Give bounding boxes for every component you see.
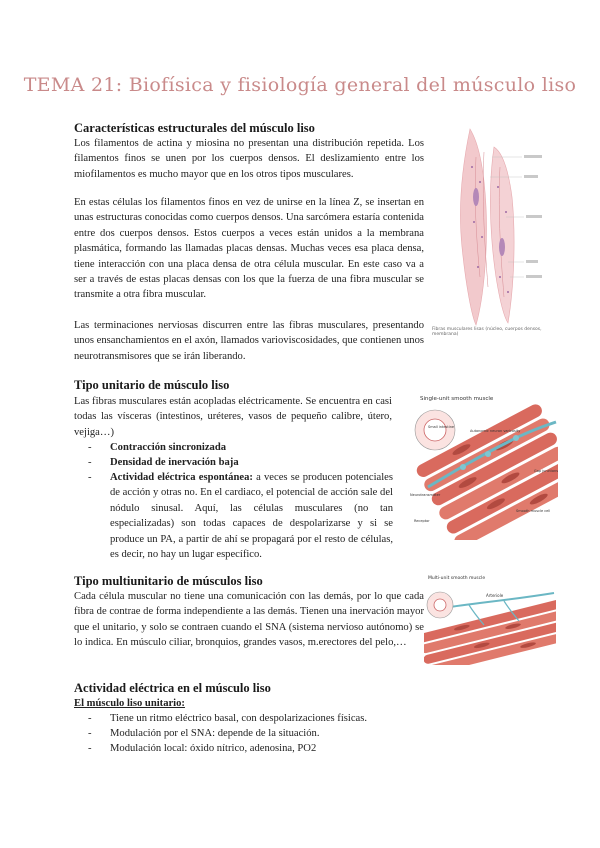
- list-item: - Modulación local: óxido nítrico, adenosina, PO2: [88, 743, 317, 754]
- label-neurotransmitter: Neurotransmitter: [410, 493, 441, 497]
- paragraph-multi-unit: Cada célula muscular no tiene una comunicación con las demás, por lo que cada fibra de contrae de forma independiente a las demás. Tienen una inervación mayor que el unitario, y solo se contraen cuando el SNA (sistema nervioso autónomo) se lo indica. En músculo ciliar, bronquios, grandes vasos, m.erectores del pelo,…: [74, 591, 424, 649]
- multi-unit-muscle-figure: [424, 573, 556, 665]
- figure-title: Multi-unit smooth muscle: [428, 576, 486, 581]
- section-heading-electrical: Actividad eléctrica en el músculo liso: [74, 681, 271, 695]
- bullet-bold-text: Actividad eléctrica espontánea:: [110, 472, 253, 483]
- bullet-text: Densidad de inervación baja: [110, 457, 239, 468]
- single-unit-muscle-figure: [408, 392, 558, 540]
- bullet-text: Contracción sincronizada: [110, 442, 227, 453]
- label-varicosity: Autonomic neuron varicosity: [470, 429, 521, 433]
- nucleus-shape: [473, 188, 479, 206]
- bullet-item: - Densidad de inervación baja: [88, 457, 239, 468]
- paragraph-structure-3: Las terminaciones nerviosas discurren entre las fibras musculares, presentando unos ensanchamientos en el axón, llamados varioviscosidades, que contienen unos neurotransmisores que se irán liberando.: [74, 320, 424, 362]
- label-small-intestine: Small intestine: [428, 425, 455, 429]
- bullet-item: - Actividad eléctrica espontánea: a veces se producen potenciales de acción y otras no. En el cardiaco, el potencial de acción sale del nódulo sinusal. Aquí, las células musculares (no tan especializadas) son todas capaces de despolarizarse y si se produce un PA, a partir de ahí se propagará por el resto de células, es decir, no hay un lugar específico.: [88, 472, 393, 561]
- list-item-text: Modulación por el SNA: depende de la situación.: [110, 728, 320, 739]
- bullet-text: a veces se producen potenciales de acción y otras no. En el cardiaco, el potencial de acción sale del nódulo sinusal. Aquí, las células musculares (no tan especializadas) son todas capaces de despolarizarse y si se produce un PA, a partir de ahí se propagará por el resto de células, es decir, no hay un lugar específico.: [110, 472, 393, 561]
- label-receptor: Receptor: [414, 519, 430, 523]
- label-arteriole: Arteriole: [486, 593, 504, 598]
- list-item: - Tiene un ritmo eléctrico basal, con despolarizaciones físicas.: [88, 713, 368, 724]
- section-heading-structure: Características estructurales del músculo liso: [74, 121, 315, 135]
- section-heading-single-unit: Tipo unitario de músculo liso: [74, 378, 230, 392]
- list-item-text: Modulación local: óxido nítrico, adenosina, PO2: [110, 743, 317, 754]
- nucleus-shape: [499, 238, 505, 256]
- label-gap-junctions: Gap junctions: [534, 469, 558, 473]
- figure-title: Single-unit smooth muscle: [420, 396, 494, 402]
- list-item: - Modulación por el SNA: depende de la situación.: [88, 728, 320, 739]
- smooth-muscle-fibers-figure: [432, 127, 552, 327]
- section-heading-multi-unit: Tipo multiunitario de músculos liso: [74, 574, 263, 588]
- page-title: TEMA 21: Biofísica y fisiología general del músculo liso: [23, 74, 577, 96]
- label-smooth-muscle-cell: Smooth muscle cell: [516, 509, 551, 513]
- list-item-text: Tiene un ritmo eléctrico basal, con despolarizaciones físicas.: [110, 713, 368, 724]
- bullet-item: - Contracción sincronizada: [88, 442, 227, 453]
- paragraph-single-unit: Las fibras musculares están acopladas eléctricamente. Se encuentra en casi todas las vísceras (intestinos, uréteres, vasos de pequeño calibre, útero, vejiga…): [74, 396, 392, 438]
- paragraph-structure-2: En estas células los filamentos finos en vez de unirse en la línea Z, se insertan en unas estructuras conocidas como cuerpos densos. Una sarcómera estaría contenida entre dos cuerpos densos. Estos cuerpos a veces están unidos a la membrana plasmática, formando las llamadas placas densas. Muchas veces esa placa densa, tiene interacción con una placa densa de otra célula muscular. En este caso va a ser a través de estas placas densas con los que la fuerza de una fibra muscular se transmite a otra fibra muscular.: [74, 197, 424, 301]
- paragraph-structure-1: Los filamentos de actina y miosina no presentan una distribución repetida. Los filamentos finos se unen por los cuerpos densos. El deslizamiento entre los miofilamentos es mucho mayor que en los otros tipos musculares.: [74, 138, 424, 180]
- figure-caption: Fibras musculares lisas (núcleo, cuerpos densos, membrana): [432, 327, 542, 337]
- subheading-single-unit: El músculo liso unitario:: [74, 698, 185, 709]
